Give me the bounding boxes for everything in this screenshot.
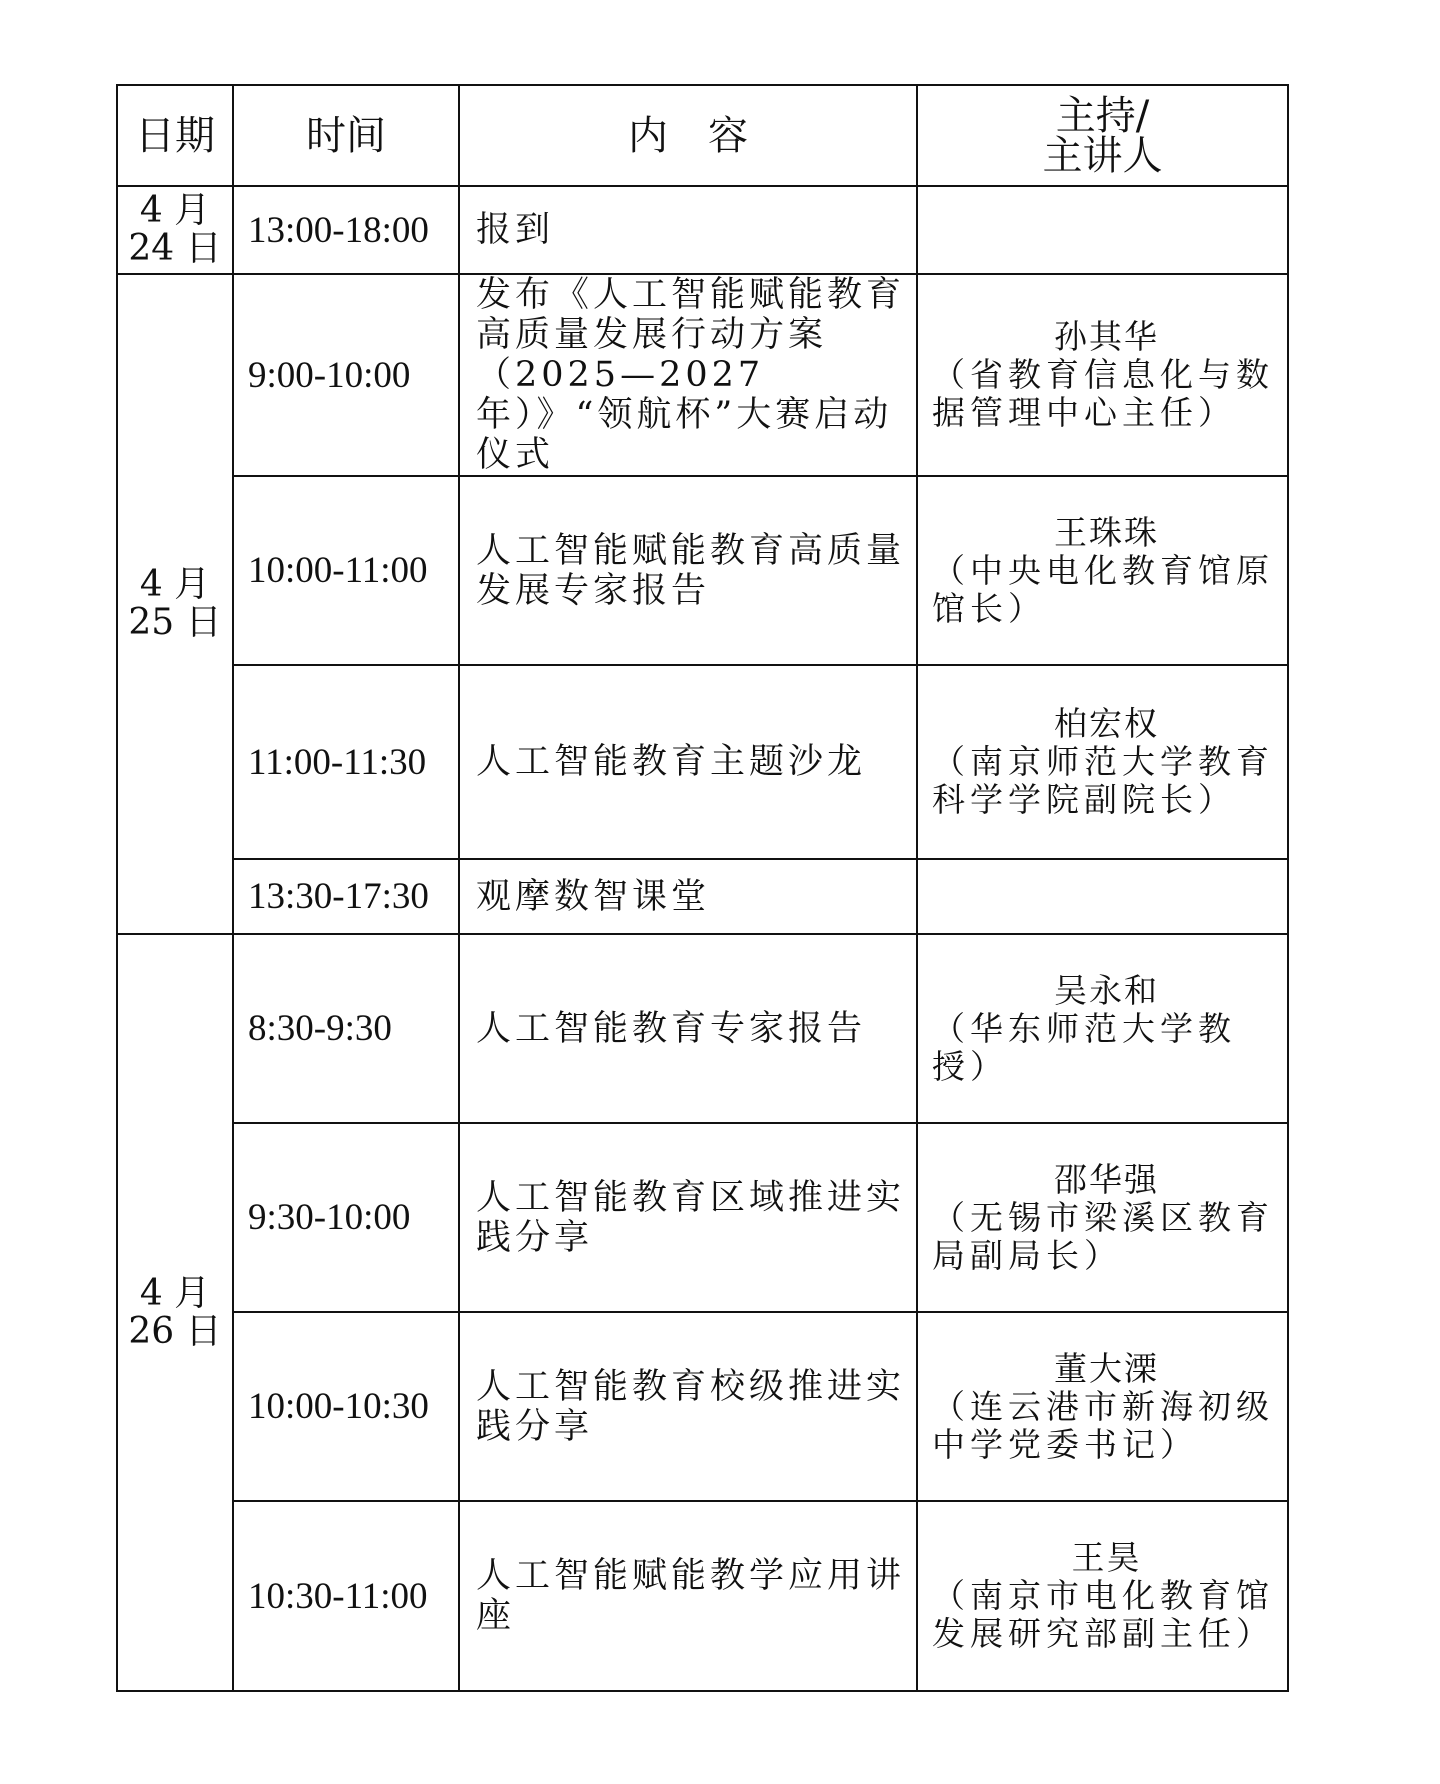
host-name: 王珠珠 (1054, 512, 1159, 552)
time-cell: 10:00-11:00 (233, 476, 459, 665)
header-date: 日期 (117, 85, 233, 186)
host-cell (917, 476, 1288, 665)
table-row (117, 859, 1288, 934)
date-day: 26 日 (128, 1310, 222, 1352)
time-cell: 10:00-10:30 (233, 1312, 459, 1501)
host-name: 董大溧 (1054, 1348, 1159, 1388)
time-cell: 10:30-11:00 (233, 1501, 459, 1691)
time-cell: 8:30-9:30 (233, 934, 459, 1123)
host-cell (917, 934, 1288, 1123)
date-month: 4 月 (139, 564, 211, 605)
host-cell (917, 186, 1288, 274)
table-row (117, 1312, 1288, 1501)
header-content: 内 容 (459, 85, 917, 186)
host-name: 柏宏权 (1054, 704, 1159, 743)
host-title: （中央电化教育馆原馆长） (932, 550, 1274, 628)
header-host-line2: 主讲人 (1042, 132, 1163, 179)
content-cell: 人工智能教育校级推进实践分享 (459, 1312, 917, 1501)
table-row (117, 665, 1288, 859)
host-title: （南京市电化教育馆发展研究部副主任） (932, 1576, 1274, 1653)
time-cell: 13:30-17:30 (233, 859, 459, 934)
date-month: 4 月 (139, 190, 211, 231)
content-cell: 观摩数智课堂 (459, 859, 917, 934)
header-row (117, 85, 1288, 186)
date-day: 24 日 (128, 228, 222, 269)
host-name: 王昊 (1071, 1538, 1142, 1577)
host-cell (917, 1312, 1288, 1501)
content-cell: 人工智能教育区域推进实践分享 (459, 1123, 917, 1312)
host-name: 邵华强 (1054, 1159, 1159, 1199)
time-cell: 11:00-11:30 (233, 665, 459, 859)
table-row (117, 274, 1288, 476)
host-cell (917, 665, 1288, 859)
host-title: （省教育信息化与数据管理中心主任） (932, 355, 1274, 432)
header-time: 时间 (233, 85, 459, 186)
date-day: 25 日 (128, 602, 222, 643)
date-cell-apr24 (117, 186, 233, 274)
time-cell: 13:00-18:00 (233, 186, 459, 274)
table-row (117, 1501, 1288, 1691)
table-row (117, 476, 1288, 665)
host-title: （无锡市梁溪区教育局副局长） (932, 1197, 1274, 1275)
schedule-table (116, 84, 1289, 1692)
header-host (917, 85, 1288, 186)
content-cell: 人工智能赋能教学应用讲座 (459, 1501, 917, 1691)
time-cell: 9:00-10:00 (233, 274, 459, 476)
date-month: 4 月 (139, 1272, 211, 1314)
time-cell: 9:30-10:00 (233, 1123, 459, 1312)
host-name: 吴永和 (1054, 970, 1159, 1010)
host-name: 孙其华 (1054, 317, 1159, 356)
table-row (117, 1123, 1288, 1312)
date-cell-apr26 (117, 934, 233, 1691)
host-cell (917, 859, 1288, 934)
host-title: （华东师范大学教授） (932, 1008, 1236, 1086)
host-cell (917, 274, 1288, 476)
content-cell: 发布《人工智能赋能教育高质量发展行动方案（2025—2027 年）》“领航杯”大赛启动仪式 (459, 274, 917, 476)
header-host-line1: 主持/ (1055, 92, 1150, 139)
content-cell: 人工智能赋能教育高质量发展专家报告 (459, 476, 917, 665)
host-cell (917, 1123, 1288, 1312)
content-cell: 人工智能教育主题沙龙 (459, 665, 917, 859)
host-title: （连云港市新海初级中学党委书记） (932, 1386, 1274, 1464)
host-cell (917, 1501, 1288, 1691)
table-row (117, 934, 1288, 1123)
table-row (117, 186, 1288, 274)
content-cell: 人工智能教育专家报告 (459, 934, 917, 1123)
content-cell: 报到 (459, 186, 917, 274)
date-cell-apr25 (117, 274, 233, 934)
host-title: （南京师范大学教育科学学院副院长） (932, 742, 1274, 819)
